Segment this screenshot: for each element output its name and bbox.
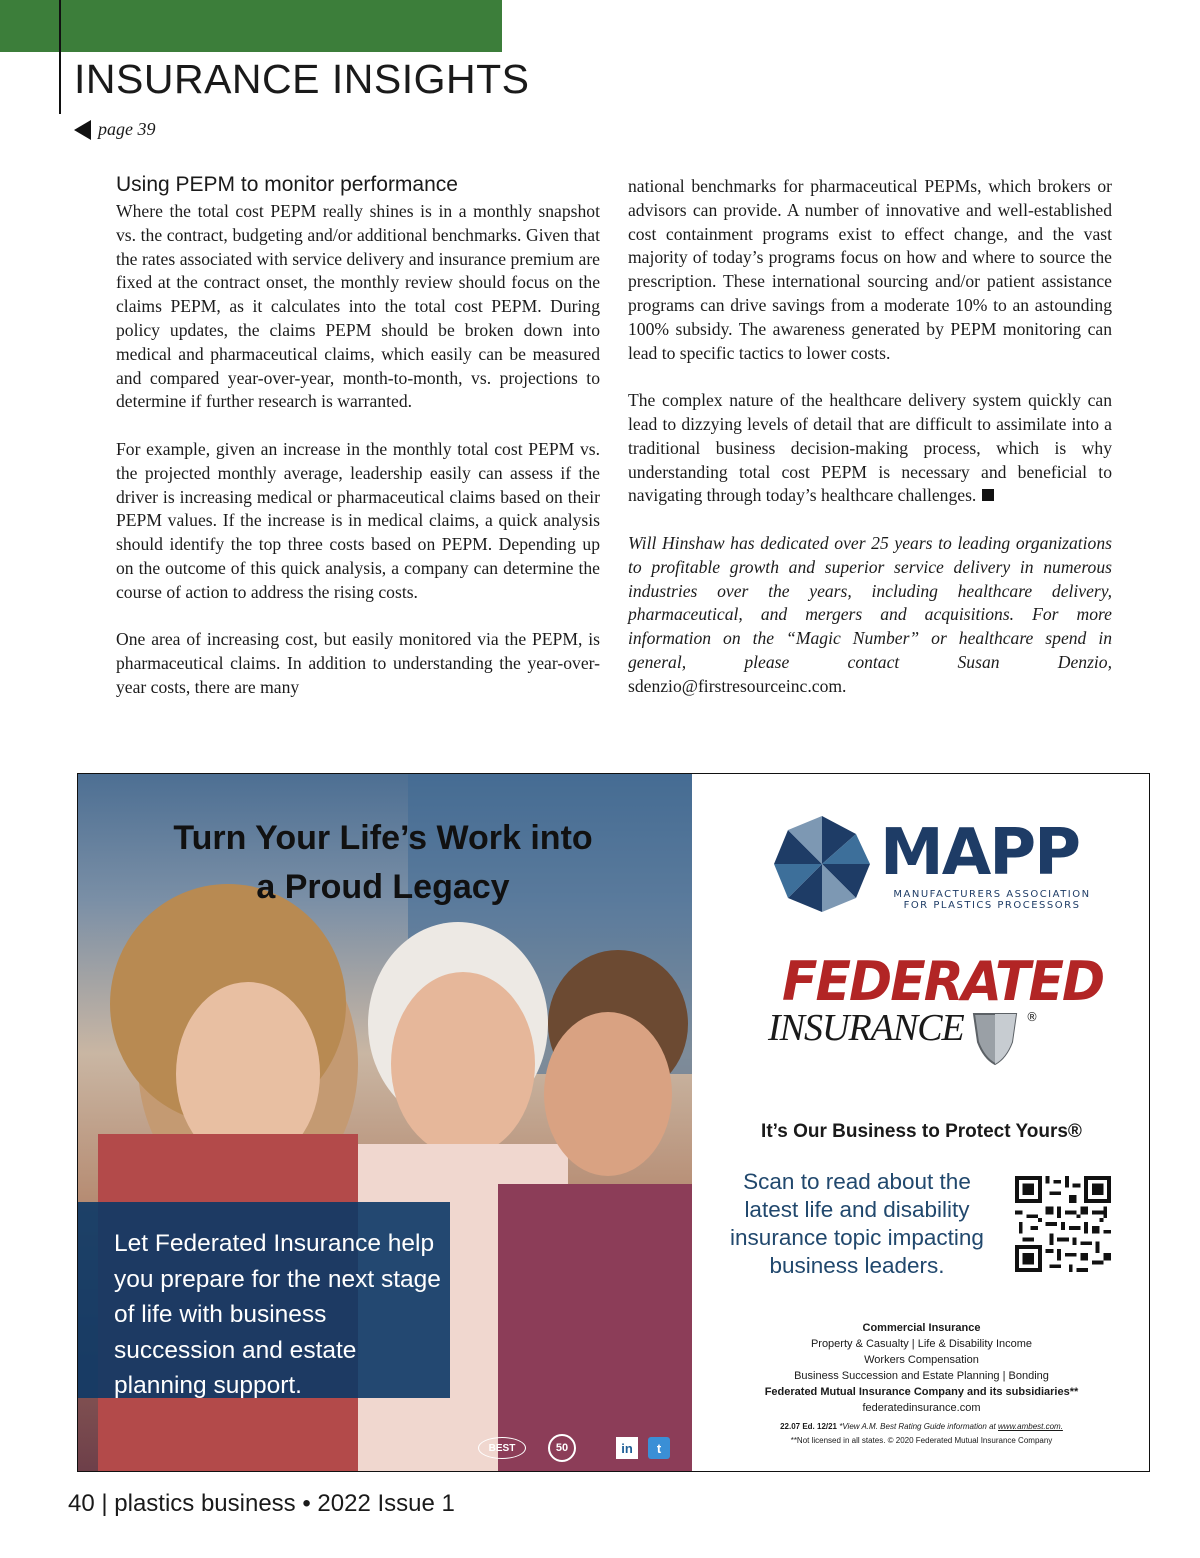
family-photo [78, 774, 692, 1472]
linkedin-icon[interactable]: in [616, 1437, 638, 1459]
article-paragraph: Where the total cost PEPM really shines is in a monthly snapshot vs. the contract, budgeting and/or additional benchmarks. Given that the rates associated with service delivery and insurance premium are fixed at the contract onset, the monthly review should focus on the claims PEPM, as it calculates into the total cost PEPM. During policy updates, the claims PEPM should be broken down into medical and pharmaceutical claims, which easily can be measured and compared year-over-year, month-to-month, vs. projections to determine if further research is warranted. [116, 201, 600, 412]
footer-license-note: **Not licensed in all states. © 2020 Federated Mutual Insurance Company [790, 1436, 1053, 1445]
article-column-left [116, 172, 600, 700]
author-email-link[interactable]: sdenzio@firstresourceinc.com. [628, 675, 847, 696]
footer-rating-note: *View A.M. Best Rating Guide information at [839, 1422, 996, 1431]
seal-icon: 50 [548, 1434, 576, 1462]
author-bio [628, 532, 1112, 699]
article-paragraph: national benchmarks for pharmaceutical PEPMs, which brokers or advisors can provide. A number of innovative and well-established cost containment programs exist to effect change, and the vast majority of today’s programs focus on how and where to source the prescription. These international sourcing and/or patient assistance programs can drive savings from a moderate 10% to an astounding 100% subsidy. The awareness generated by PEPM monitoring can lead to specific tactics to lower costs. [628, 176, 1112, 363]
author-bio-text: Will Hinshaw has dedicated over 25 years to leading organizations to profitable growth and superior service delivery in numerous industries over the years, including healthcare delivery, pharmaceutical, and mergers and acquisitions. For more information on the “Magic Number” or healthcare spend in general, please contact Susan Denzio, [628, 532, 1112, 672]
header-vertical-rule [59, 0, 61, 114]
footer-website[interactable]: federatedinsurance.com [862, 1402, 981, 1414]
federated-advertisement[interactable] [77, 773, 1150, 1472]
footer-line: Business Succession and Estate Planning | Bonding [794, 1370, 1049, 1382]
continued-from-link[interactable] [74, 119, 156, 140]
ad-headline [148, 814, 618, 912]
footer-fine-print [692, 1420, 1150, 1434]
article-heading: Using PEPM to monitor performance [116, 173, 458, 196]
back-arrow-icon [74, 120, 91, 140]
continued-from-text: page 39 [98, 119, 156, 139]
mapp-logo [770, 816, 1091, 911]
ad-right-panel [692, 774, 1150, 1472]
article-paragraph: One area of increasing cost, but easily monitored via the PEPM, is pharmaceutical claims. In addition to understanding the year-over-year costs, there are many [116, 629, 600, 697]
ad-icon-row [478, 1434, 670, 1462]
mapp-subtitle-line: MANUFACTURERS ASSOCIATION [893, 889, 1091, 900]
header-green-bar [0, 0, 502, 52]
scan-prompt: Scan to read about the latest life and disability insurance topic impacting business leaders. [730, 1169, 984, 1278]
mapp-wordmark: MAPP [880, 816, 1080, 890]
article-paragraph-text: The complex nature of the healthcare delivery system quickly can lead to dizzying levels of detail that are difficult to assimilate into a traditional business decision-making process, which is why understanding total cost PEPM is necessary and beneficial to navigating through today’s healthcare challenges. [628, 390, 1112, 506]
mapp-subtitle-line: FOR PLASTICS PROCESSORS [903, 900, 1081, 911]
footer-line: Property & Casualty | Life & Disability Income [810, 1338, 1033, 1350]
footer-title: Commercial Insurance [862, 1322, 981, 1334]
mapp-subtitle [882, 889, 1102, 911]
footer-edition: 22.07 Ed. 12/21 [780, 1422, 838, 1431]
ad-message-text: Let Federated Insurance help you prepare for the next stage of life with business succession and estate planning support. [114, 1230, 441, 1400]
ad-headline-line: Turn Your Life’s Work into [173, 819, 593, 857]
registered-mark-icon: ® [1026, 1010, 1038, 1024]
ad-message-box [78, 1202, 450, 1398]
end-of-article-icon [982, 489, 994, 501]
federated-logo [768, 950, 1104, 1072]
am-best-badge-icon: BEST [478, 1437, 526, 1459]
twitter-icon[interactable]: t [648, 1437, 670, 1459]
footer-line: Workers Compensation [864, 1354, 979, 1366]
qr-code-icon[interactable] [1015, 1176, 1111, 1272]
ad-footer [692, 1320, 1150, 1448]
ad-tagline: It’s Our Business to Protect Yours® [761, 1121, 1082, 1142]
footer-rating-link[interactable]: www.ambest.com. [998, 1422, 1063, 1431]
shield-icon [970, 1008, 1020, 1066]
article-paragraph: For example, given an increase in the monthly total cost PEPM vs. the projected monthly average, leadership easily can assess if the driver is increasing medical or pharmaceutical claims based on their PEPM values. If the increase is in medical claims, a quick analysis should identify the top three costs based on PEPM. Depending up on the outcome of this quick analysis, a company can determine the course of action to address the rising costs. [116, 438, 600, 602]
mapp-pinwheel-icon [770, 812, 874, 916]
article-paragraph-final [628, 389, 1112, 508]
section-title: INSURANCE INSIGHTS [74, 56, 530, 102]
page-folio: 40 | plastics business • 2022 Issue 1 [68, 1490, 455, 1517]
insurance-wordmark: INSURANCE [768, 1007, 964, 1049]
federated-wordmark: FEDERATED [782, 950, 1104, 1014]
ad-headline-line: a Proud Legacy [256, 868, 510, 906]
footer-company: Federated Mutual Insurance Company and its subsidiaries** [764, 1386, 1079, 1398]
article-column-right [628, 175, 1112, 699]
